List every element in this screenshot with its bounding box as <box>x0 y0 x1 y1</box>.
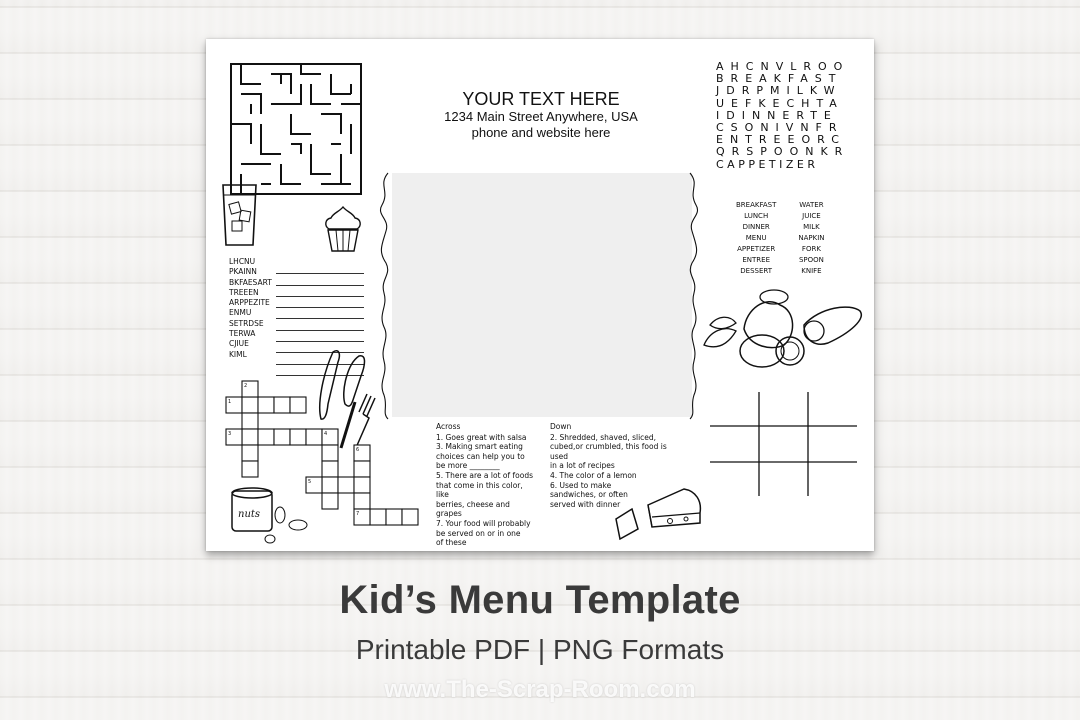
clue-line: 2. Shredded, shaved, sliced, <box>550 432 657 442</box>
menu-sheet <box>206 39 874 551</box>
crossword-across-clues <box>436 422 536 548</box>
maze-puzzle <box>229 62 363 196</box>
nuts-jar-label: nuts <box>238 509 261 520</box>
word-list-item: BREAKFAST <box>736 201 777 209</box>
word-search-row-text: IDINNERTE <box>716 108 838 122</box>
scramble-word: ARPPEZITE <box>229 298 270 308</box>
clue-line: 5. There are a lot of foods <box>436 470 533 480</box>
word-search-row-text: CSONIVNFR <box>716 121 844 135</box>
word-list-column-right <box>798 200 824 277</box>
word-search-grid <box>716 61 849 171</box>
crossword-number: 1 <box>228 399 232 405</box>
crossword-number: 3 <box>228 431 232 437</box>
caption-subtitle: Printable PDF | PNG Formats <box>355 634 725 665</box>
restaurant-name: YOUR TEXT HERE <box>462 89 620 109</box>
clue-line: be served on or in one <box>436 528 521 538</box>
word-search-row-text: QRSPOONKR <box>716 145 850 159</box>
restaurant-header <box>406 89 676 141</box>
word-search-row-text: ENTREEORC <box>716 133 846 147</box>
cupcake-illustration <box>321 204 365 254</box>
caption-title: Kid’s Menu Template <box>339 578 741 622</box>
word-scramble-list <box>229 257 272 360</box>
photo-placeholder <box>392 173 692 417</box>
word-search-row <box>716 146 849 158</box>
tic-tac-toe-grid <box>710 392 857 496</box>
across-heading: Across <box>436 422 461 431</box>
scramble-word: TREEEN <box>229 287 259 297</box>
scramble-word: BKFAESART <box>229 277 272 287</box>
clue-line: that come in this color, like <box>436 480 523 500</box>
word-list-column-left <box>736 200 776 277</box>
down-heading: Down <box>550 422 572 431</box>
scramble-word: LHCNU <box>229 257 256 266</box>
word-list-item: SPOON <box>798 256 824 264</box>
crossword-number: 7 <box>356 511 360 517</box>
scramble-word: ENMU <box>229 308 252 318</box>
nuts-jar-illustration <box>228 485 320 547</box>
clue-line: 1. Goes great with salsa <box>436 432 527 442</box>
clue-line: 7. Your food will probably <box>436 518 531 528</box>
word-list-item: DESSERT <box>740 267 773 275</box>
clue-line: be more ________ <box>436 461 500 471</box>
word-search-row-text: JDRPMILKW <box>716 84 842 98</box>
word-list-item: APPETIZER <box>737 245 776 253</box>
word-list-item: LUNCH <box>744 212 769 220</box>
word-list-item: ENTREE <box>742 256 770 264</box>
clue-line: 3. Making smart eating <box>436 442 523 452</box>
cheese-illustration <box>614 483 702 545</box>
watermark-text: www.The-Scrap-Room.com <box>384 676 696 703</box>
crossword-number: 6 <box>356 447 360 453</box>
clue-line: of these <box>436 538 467 548</box>
clue-line: choices can help you to <box>436 451 525 461</box>
restaurant-address: 1234 Main Street Anywhere, USA <box>444 109 638 124</box>
word-search-row <box>716 98 849 110</box>
restaurant-contact: phone and website here <box>471 125 611 140</box>
scramble-word: SETRDSE <box>229 318 264 328</box>
clue-line: in a lot of recipes <box>550 461 615 471</box>
clue-line: berries, cheese and grapes <box>436 499 510 519</box>
word-search-row-text: AHCNVLROO <box>716 60 850 73</box>
word-list-item: KNIFE <box>801 267 822 275</box>
crossword-number: 4 <box>324 431 328 437</box>
scramble-word: CJIUE <box>229 339 249 349</box>
word-list-item: FORK <box>801 245 821 253</box>
clue-line: sandwiches, or often <box>550 490 628 500</box>
crossword-number: 2 <box>244 383 248 389</box>
word-list-item: MENU <box>745 234 767 242</box>
scramble-word: KIML <box>229 349 247 359</box>
word-search-row <box>716 159 849 171</box>
crossword-number: 5 <box>308 479 312 485</box>
word-list-item: DINNER <box>742 223 770 231</box>
fruits-vegetables-illustration <box>700 285 868 377</box>
word-search-row-text: BREAKFAST <box>716 72 843 86</box>
word-search-row-text: UEFKECHTA <box>716 96 844 110</box>
word-list-item: WATER <box>799 201 824 209</box>
scramble-word: PKAINN <box>229 267 257 277</box>
word-list-item: NAPKIN <box>798 234 825 242</box>
word-list-item: MILK <box>803 223 820 231</box>
glass-illustration <box>220 181 260 251</box>
scramble-word: TERWA <box>229 329 256 339</box>
word-search-row <box>716 85 849 97</box>
clue-line: 4. The color of a lemon <box>550 470 637 480</box>
clue-line: served with dinner <box>550 499 621 509</box>
clue-line: cubed,or crumbled, this food is used <box>550 442 667 461</box>
clue-line: 6. Used to make <box>550 480 612 490</box>
word-search-word-list <box>736 200 825 277</box>
word-list-item: JUICE <box>802 212 821 220</box>
word-search-row-text: CAPPETIZER <box>716 157 819 171</box>
